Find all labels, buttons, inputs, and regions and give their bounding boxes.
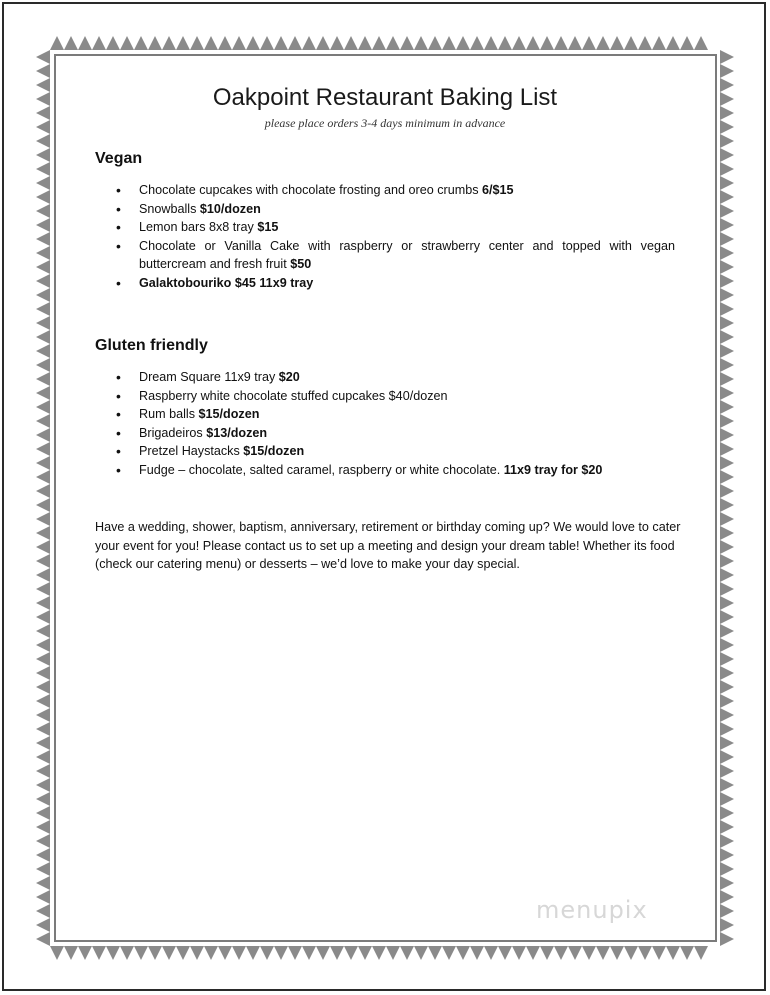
zigzag-triangle	[36, 694, 50, 708]
zigzag-triangle	[92, 946, 106, 960]
zigzag-triangle	[540, 946, 554, 960]
zigzag-triangle	[720, 218, 734, 232]
zigzag-triangle	[386, 946, 400, 960]
zigzag-triangle	[36, 288, 50, 302]
item-name: Chocolate or Vanilla Cake with raspberry or strawberry center and topped with vegan buttercream and fresh fruit	[139, 238, 675, 271]
zigzag-triangle	[720, 470, 734, 484]
zigzag-triangle	[720, 400, 734, 414]
zigzag-triangle	[720, 568, 734, 582]
zigzag-triangle	[316, 946, 330, 960]
zigzag-triangle	[50, 36, 64, 50]
zigzag-triangle	[36, 904, 50, 918]
zigzag-triangle	[36, 64, 50, 78]
zigzag-triangle	[36, 456, 50, 470]
zigzag-triangle	[442, 946, 456, 960]
zigzag-triangle	[720, 50, 734, 64]
zigzag-triangle	[666, 946, 680, 960]
zigzag-triangle	[36, 918, 50, 932]
item-name: Chocolate cupcakes with chocolate frosting and oreo crumbs	[139, 183, 483, 197]
zigzag-triangle	[720, 722, 734, 736]
zigzag-triangle	[36, 764, 50, 778]
item-price: $15	[257, 220, 279, 234]
item-price: 6/$15	[482, 183, 514, 197]
zigzag-triangle	[720, 778, 734, 792]
list-item	[95, 442, 675, 461]
zigzag-triangle	[720, 386, 734, 400]
zigzag-triangle	[302, 36, 316, 50]
zigzag-triangle	[64, 36, 78, 50]
zigzag-triangle	[484, 36, 498, 50]
list-item	[95, 368, 675, 387]
zigzag-triangle	[246, 36, 260, 50]
zigzag-triangle	[720, 694, 734, 708]
zigzag-triangle	[36, 498, 50, 512]
zigzag-triangle	[372, 36, 386, 50]
zigzag-triangle	[36, 680, 50, 694]
zigzag-triangle	[720, 932, 734, 946]
list-item	[95, 461, 675, 480]
zigzag-triangle	[720, 148, 734, 162]
list-item	[95, 274, 675, 293]
zigzag-triangle	[36, 778, 50, 792]
section-heading-vegan: Vegan	[95, 150, 143, 167]
zigzag-triangle	[36, 204, 50, 218]
zigzag-triangle	[568, 36, 582, 50]
zigzag-triangle	[720, 708, 734, 722]
zigzag-triangle	[720, 456, 734, 470]
zigzag-triangle	[36, 428, 50, 442]
zigzag-triangle	[720, 428, 734, 442]
zigzag-triangle	[204, 36, 218, 50]
zigzag-triangle	[36, 134, 50, 148]
zigzag-triangle	[428, 36, 442, 50]
zigzag-triangle	[36, 638, 50, 652]
item-name: Raspberry white chocolate stuffed cupcakes $40/dozen	[139, 388, 448, 403]
zigzag-triangle	[720, 554, 734, 568]
zigzag-triangle	[720, 624, 734, 638]
zigzag-triangle	[720, 512, 734, 526]
zigzag-triangle	[36, 806, 50, 820]
zigzag-triangle	[484, 946, 498, 960]
zigzag-triangle	[36, 596, 50, 610]
zigzag-triangle	[36, 932, 50, 946]
zigzag-triangle	[64, 946, 78, 960]
item-price: $20	[278, 370, 300, 384]
zigzag-triangle	[720, 918, 734, 932]
zigzag-triangle	[720, 134, 734, 148]
zigzag-triangle	[720, 652, 734, 666]
zigzag-triangle	[36, 554, 50, 568]
zigzag-triangle	[36, 820, 50, 834]
zigzag-triangle	[386, 36, 400, 50]
zigzag-triangle	[720, 736, 734, 750]
zigzag-triangle	[720, 820, 734, 834]
zigzag-triangle	[720, 610, 734, 624]
zigzag-triangle	[92, 36, 106, 50]
zigzag-triangle	[720, 890, 734, 904]
zigzag-triangle	[176, 36, 190, 50]
item-price: $13/dozen	[206, 425, 268, 440]
zigzag-triangle	[36, 246, 50, 260]
zigzag-triangle	[414, 36, 428, 50]
zigzag-triangle	[148, 946, 162, 960]
zigzag-triangle	[190, 36, 204, 50]
zigzag-triangle	[666, 36, 680, 50]
zigzag-triangle	[720, 204, 734, 218]
zigzag-triangle	[720, 540, 734, 554]
vegan-item-list	[95, 181, 675, 292]
zigzag-triangle	[274, 36, 288, 50]
zigzag-triangle	[344, 36, 358, 50]
list-item	[95, 181, 675, 200]
zigzag-triangle	[36, 50, 50, 64]
zigzag-triangle	[610, 946, 624, 960]
zigzag-triangle	[36, 862, 50, 876]
page-title: Oakpoint Restaurant Baking List	[212, 84, 558, 111]
zigzag-triangle	[400, 36, 414, 50]
zigzag-triangle	[148, 36, 162, 50]
zigzag-triangle	[260, 36, 274, 50]
zigzag-triangle	[50, 946, 64, 960]
zigzag-triangle	[36, 834, 50, 848]
zigzag-triangle	[36, 568, 50, 582]
zigzag-triangle	[330, 36, 344, 50]
zigzag-triangle	[106, 946, 120, 960]
zigzag-triangle	[582, 36, 596, 50]
zigzag-triangle	[36, 470, 50, 484]
list-item	[95, 387, 675, 406]
zigzag-triangle	[720, 288, 734, 302]
zigzag-triangle	[36, 722, 50, 736]
zigzag-triangle	[720, 876, 734, 890]
zigzag-triangle	[720, 848, 734, 862]
zigzag-triangle	[470, 946, 484, 960]
zigzag-triangle	[512, 946, 526, 960]
zigzag-triangle	[36, 190, 50, 204]
zigzag-triangle	[36, 848, 50, 862]
zigzag-triangle	[638, 36, 652, 50]
zigzag-triangle	[442, 36, 456, 50]
zigzag-triangle	[720, 526, 734, 540]
zigzag-triangle	[120, 946, 134, 960]
zigzag-triangle	[680, 36, 694, 50]
zigzag-triangle	[36, 274, 50, 288]
item-price: 11x9 tray for $20	[503, 462, 603, 477]
zigzag-triangle	[358, 36, 372, 50]
zigzag-triangle	[596, 946, 610, 960]
closing-paragraph: Have a wedding, shower, baptism, anniversary, retirement or birthday coming up? We would love to cater your event for you! Please contact us to set up a meeting and design your dream table! Whether its food (check our catering menu) or desserts – we’d love to make your day special.	[95, 520, 681, 571]
zigzag-triangle	[36, 876, 50, 890]
zigzag-triangle	[36, 148, 50, 162]
zigzag-triangle	[218, 36, 232, 50]
zigzag-triangle	[720, 904, 734, 918]
zigzag-triangle	[36, 512, 50, 526]
zigzag-triangle	[246, 946, 260, 960]
item-price: $10/dozen	[199, 201, 261, 216]
item-price: $15/dozen	[243, 444, 305, 458]
section-heading-gluten-friendly: Gluten friendly	[95, 337, 208, 354]
zigzag-triangle	[204, 946, 218, 960]
list-item	[95, 200, 675, 219]
zigzag-triangle	[176, 946, 190, 960]
zigzag-triangle	[720, 750, 734, 764]
zigzag-triangle	[36, 484, 50, 498]
zigzag-triangle	[720, 372, 734, 386]
zigzag-triangle	[106, 36, 120, 50]
zigzag-triangle	[120, 36, 134, 50]
zigzag-triangle	[36, 890, 50, 904]
zigzag-triangle	[498, 36, 512, 50]
zigzag-triangle	[400, 946, 414, 960]
zigzag-triangle	[680, 946, 694, 960]
zigzag-triangle	[316, 36, 330, 50]
zigzag-triangle	[36, 666, 50, 680]
zigzag-triangle	[232, 36, 246, 50]
zigzag-triangle	[512, 36, 526, 50]
zigzag-triangle	[720, 596, 734, 610]
zigzag-triangle	[720, 792, 734, 806]
item-price: $15/dozen	[198, 407, 260, 421]
zigzag-triangle	[720, 176, 734, 190]
zigzag-triangle	[720, 638, 734, 652]
zigzag-triangle	[190, 946, 204, 960]
zigzag-triangle	[36, 624, 50, 638]
zigzag-triangle	[358, 946, 372, 960]
zigzag-triangle	[36, 218, 50, 232]
zigzag-triangle	[694, 946, 708, 960]
zigzag-triangle	[36, 372, 50, 386]
zigzag-triangle	[162, 946, 176, 960]
zigzag-triangle	[720, 862, 734, 876]
zigzag-triangle	[720, 330, 734, 344]
zigzag-triangle	[720, 316, 734, 330]
zigzag-triangle	[610, 36, 624, 50]
zigzag-triangle	[36, 708, 50, 722]
zigzag-triangle	[36, 750, 50, 764]
zigzag-triangle	[36, 652, 50, 666]
zigzag-triangle	[720, 680, 734, 694]
zigzag-triangle	[720, 834, 734, 848]
zigzag-triangle	[720, 484, 734, 498]
zigzag-triangle	[36, 176, 50, 190]
zigzag-triangle	[36, 260, 50, 274]
zigzag-triangle	[720, 246, 734, 260]
zigzag-triangle	[36, 162, 50, 176]
list-item	[95, 424, 675, 443]
zigzag-triangle	[720, 498, 734, 512]
zigzag-triangle	[36, 358, 50, 372]
zigzag-triangle	[36, 330, 50, 344]
zigzag-triangle	[260, 946, 274, 960]
zigzag-triangle	[638, 946, 652, 960]
zigzag-triangle	[456, 946, 470, 960]
zigzag-triangle	[720, 582, 734, 596]
zigzag-triangle	[78, 36, 92, 50]
zigzag-triangle	[526, 36, 540, 50]
zigzag-triangle	[36, 736, 50, 750]
zigzag-triangle	[36, 792, 50, 806]
zigzag-triangle	[36, 232, 50, 246]
zigzag-triangle	[372, 946, 386, 960]
zigzag-triangle	[456, 36, 470, 50]
zigzag-triangle	[162, 36, 176, 50]
item-name: Brigadeiros	[139, 425, 207, 440]
zigzag-triangle	[596, 36, 610, 50]
watermark-logo: menupix	[536, 896, 648, 924]
zigzag-triangle	[720, 302, 734, 316]
zigzag-triangle	[330, 946, 344, 960]
zigzag-triangle	[720, 190, 734, 204]
zigzag-triangle	[554, 946, 568, 960]
zigzag-triangle	[218, 946, 232, 960]
zigzag-triangle	[720, 414, 734, 428]
zigzag-triangle	[624, 946, 638, 960]
zigzag-triangle	[568, 946, 582, 960]
item-name: Lemon bars 8x8 tray	[139, 220, 258, 234]
zigzag-triangle	[302, 946, 316, 960]
item-name: Pretzel Haystacks	[139, 444, 244, 458]
zigzag-triangle	[134, 36, 148, 50]
item-name: Dream Square 11x9 tray	[139, 370, 279, 384]
zigzag-triangle	[36, 442, 50, 456]
zigzag-triangle	[720, 162, 734, 176]
zigzag-triangle	[36, 344, 50, 358]
zigzag-triangle	[554, 36, 568, 50]
list-item	[95, 237, 675, 274]
zigzag-triangle	[36, 316, 50, 330]
zigzag-triangle	[720, 806, 734, 820]
item-name: Snowballs	[139, 201, 200, 216]
zigzag-triangle	[540, 36, 554, 50]
zigzag-triangle	[36, 526, 50, 540]
zigzag-triangle	[720, 666, 734, 680]
zigzag-triangle	[36, 302, 50, 316]
zigzag-triangle	[274, 946, 288, 960]
zigzag-triangle	[498, 946, 512, 960]
zigzag-triangle	[78, 946, 92, 960]
zigzag-triangle	[36, 582, 50, 596]
zigzag-triangle	[36, 386, 50, 400]
page-subtitle: please place orders 3-4 days minimum in advance	[264, 116, 506, 130]
zigzag-triangle	[36, 540, 50, 554]
zigzag-triangle	[414, 946, 428, 960]
gluten-friendly-item-list	[95, 368, 675, 479]
zigzag-triangle	[720, 442, 734, 456]
item-price: Galaktobouriko $45 11x9 tray	[139, 275, 314, 290]
zigzag-triangle	[652, 946, 666, 960]
zigzag-triangle	[720, 232, 734, 246]
zigzag-triangle	[720, 64, 734, 78]
zigzag-triangle	[288, 946, 302, 960]
zigzag-triangle	[288, 36, 302, 50]
zigzag-triangle	[720, 358, 734, 372]
zigzag-triangle	[526, 946, 540, 960]
zigzag-triangle	[624, 36, 638, 50]
zigzag-triangle	[720, 344, 734, 358]
zigzag-triangle	[582, 946, 596, 960]
zigzag-triangle	[232, 946, 246, 960]
item-price: $50	[290, 257, 312, 271]
list-item	[95, 218, 675, 237]
zigzag-triangle	[344, 946, 358, 960]
list-item	[95, 405, 675, 424]
zigzag-triangle	[36, 400, 50, 414]
zigzag-triangle	[134, 946, 148, 960]
item-name: Fudge – chocolate, salted caramel, raspberry or white chocolate.	[139, 462, 504, 477]
zigzag-triangle	[720, 764, 734, 778]
zigzag-triangle	[36, 414, 50, 428]
zigzag-triangle	[470, 36, 484, 50]
zigzag-triangle	[428, 946, 442, 960]
zigzag-triangle	[36, 610, 50, 624]
zigzag-triangle	[652, 36, 666, 50]
zigzag-triangle	[720, 274, 734, 288]
zigzag-triangle	[694, 36, 708, 50]
item-name: Rum balls	[139, 407, 199, 421]
zigzag-triangle	[720, 260, 734, 274]
